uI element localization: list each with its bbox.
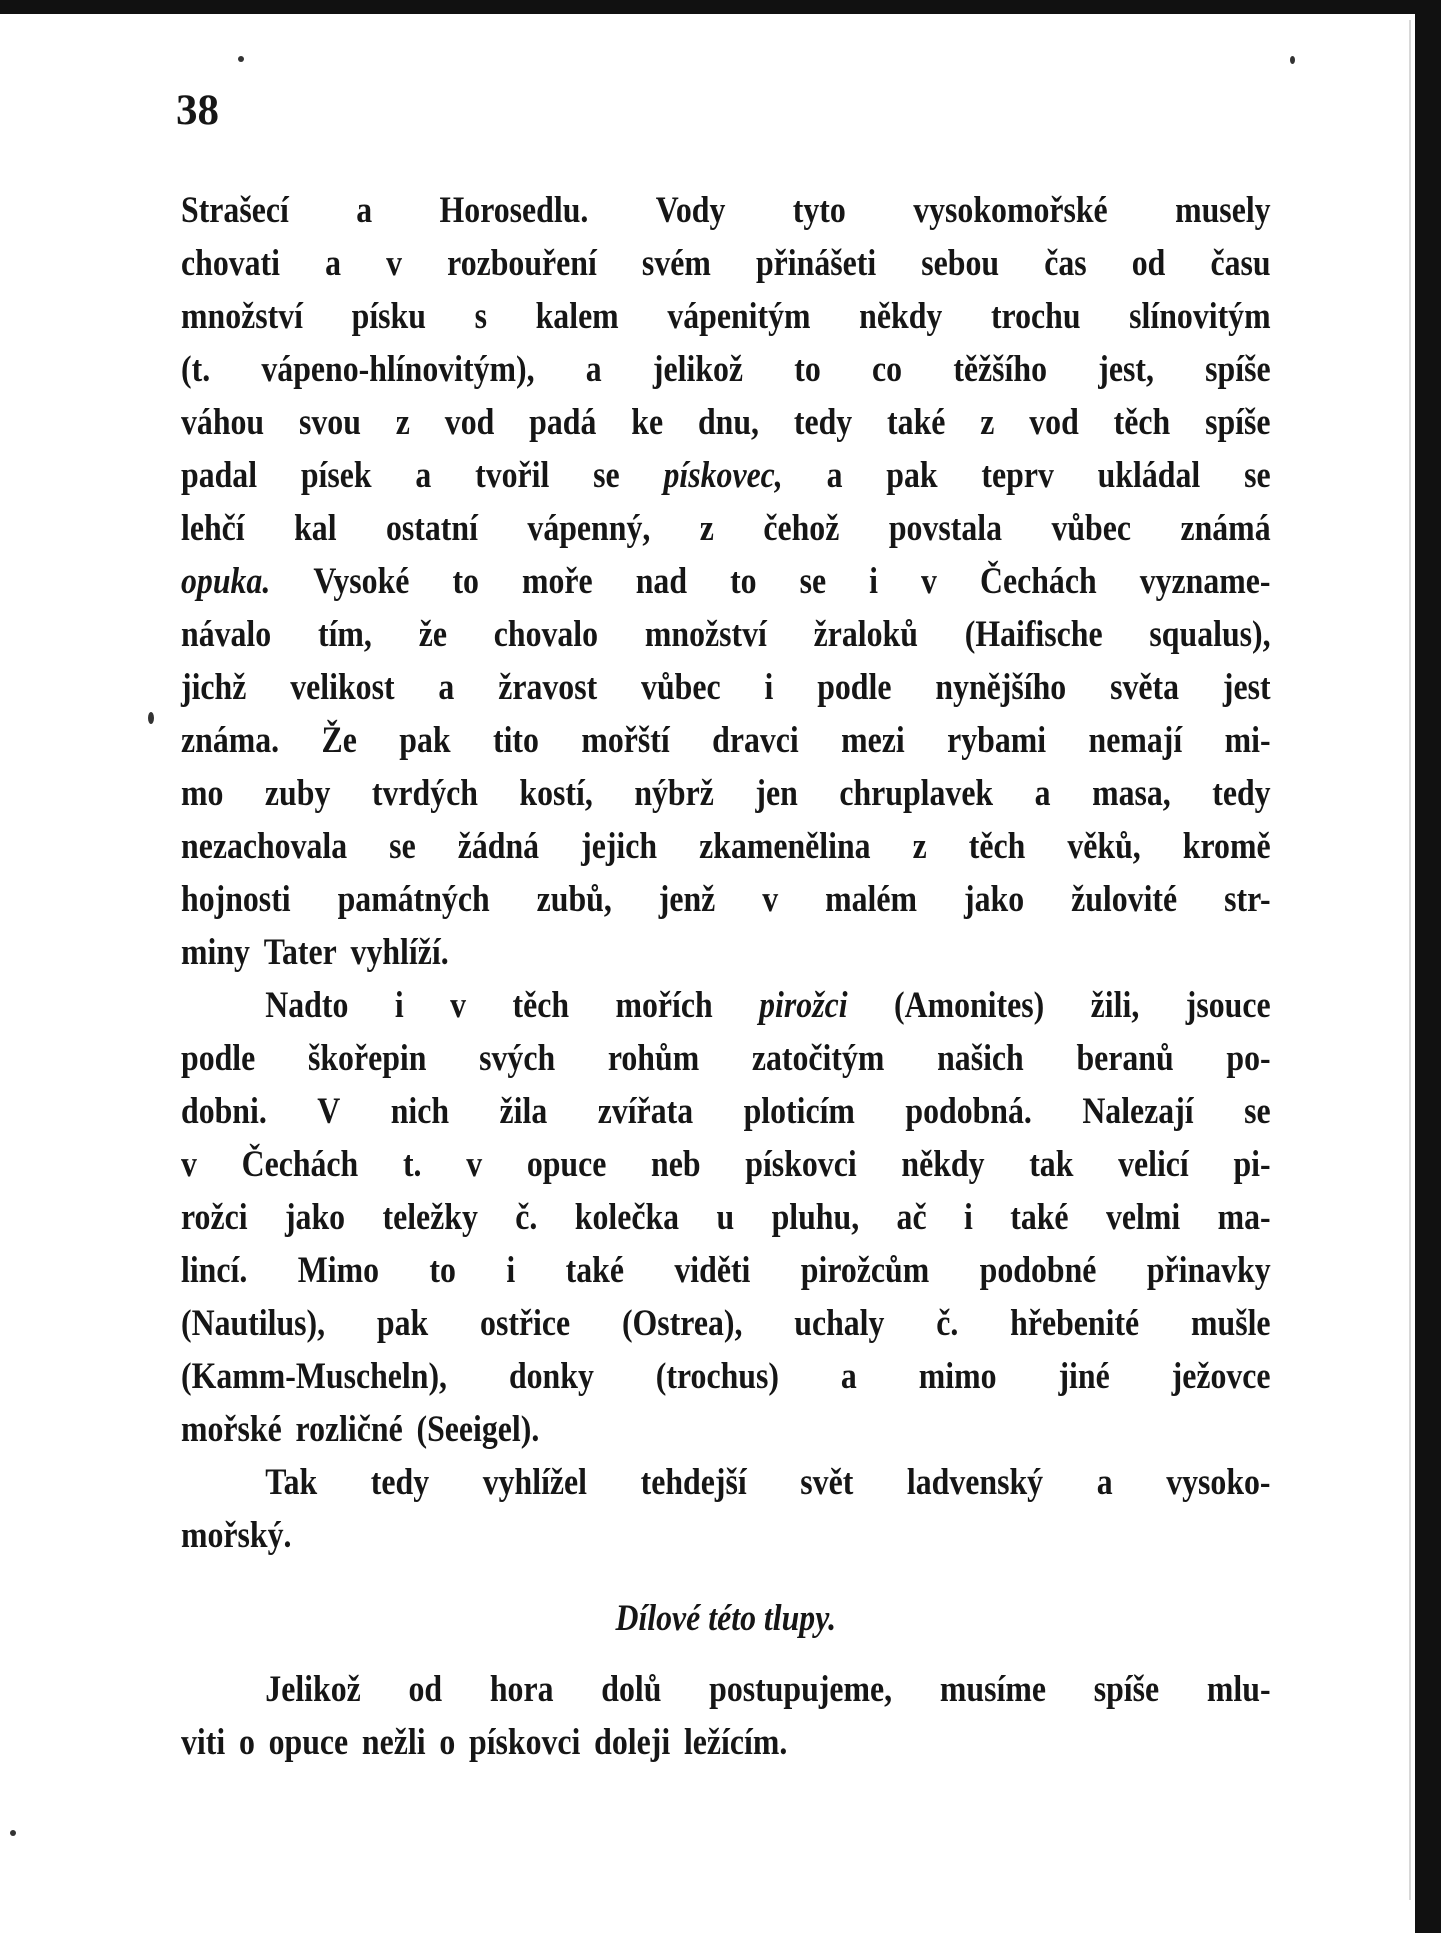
text-line: hojnosti památných zubů, jenž v malém jako žulovité str- xyxy=(181,879,1271,920)
scan-speck xyxy=(148,712,154,724)
scan-speck xyxy=(238,56,244,62)
text-line: lincí. Mimo to i také viděti pirožcům podobné přinavky xyxy=(181,1250,1271,1291)
text-line: miny Tater vyhlíží. xyxy=(181,932,449,973)
text-line: množství písku s kalem vápenitým někdy trochu slínovitým xyxy=(181,296,1271,337)
text-line: viti o opuce nežli o pískovci doleji ležícím. xyxy=(181,1722,788,1763)
text-line: Strašecí a Horosedlu. Vody tyto vysokomořské musely xyxy=(181,190,1271,231)
text-line: opuka. Vysoké to moře nad to se i v Čechách vyzname- xyxy=(181,561,1271,602)
text-line: mořské rozličné (Seeigel). xyxy=(181,1409,540,1450)
section-heading: Dílové této tlupy. xyxy=(615,1598,837,1639)
text-line: chovati a v rozbouření svém přinášeti sebou čas od času xyxy=(181,243,1271,284)
text-line: návalo tím, že chovalo množství žraloků (Haifische squalus), xyxy=(181,614,1271,655)
scan-speck xyxy=(1290,56,1295,64)
text-line: Tak tedy vyhlížel tehdejší svět ladvenský a vysoko- xyxy=(265,1462,1271,1503)
text-line: (Nautilus), pak ostřice (Ostrea), uchaly č. hřebenité mušle xyxy=(181,1303,1271,1344)
text-line: nezachovala se žádná jejich zkamenělina z těch věků, kromě xyxy=(181,826,1271,867)
page-number: 38 xyxy=(176,87,219,134)
text-line: (t. vápeno-hlínovitým), a jelikož to co těžšího jest, spíše xyxy=(181,349,1271,390)
text-line: známa. Že pak tito mořští dravci mezi rybami nemají mi- xyxy=(181,720,1271,761)
text-line: v Čechách t. v opuce neb pískovci někdy tak velicí pi- xyxy=(181,1144,1271,1185)
body-text xyxy=(181,184,1271,1769)
text-line: mo zuby tvrdých kostí, nýbrž jen chruplavek a masa, tedy xyxy=(181,773,1271,814)
text-line: jichž velikost a žravost vůbec i podle nynějšího světa jest xyxy=(181,667,1271,708)
text-line: (Kamm-Muscheln), donky (trochus) a mimo jiné ježovce xyxy=(181,1356,1271,1397)
text-line: padal písek a tvořil se pískovec, a pak teprv ukládal se xyxy=(181,455,1271,496)
text-line: lehčí kal ostatní vápenný, z čehož povstala vůbec známá xyxy=(181,508,1271,549)
scan-speck xyxy=(10,1830,16,1836)
text-line: rožci jako teležky č. kolečka u pluhu, ač i také velmi ma- xyxy=(181,1197,1271,1238)
text-line: váhou svou z vod padá ke dnu, tedy také z vod těch spíše xyxy=(181,402,1271,443)
text-line: Jelikož od hora dolů postupujeme, musíme spíše mlu- xyxy=(265,1669,1271,1710)
page-edge-line xyxy=(1409,20,1411,1900)
text-line: Nadto i v těch mořích pirožci (Amonites) žili, jsouce xyxy=(265,985,1271,1026)
text-line: mořský. xyxy=(181,1515,292,1556)
scan-border-top xyxy=(0,0,1441,14)
text-line: dobni. V nich žila zvířata ploticím podobná. Nalezají se xyxy=(181,1091,1271,1132)
scan-border-right xyxy=(1415,0,1441,1933)
text-line: podle škořepin svých rohům zatočitým našich beranů po- xyxy=(181,1038,1271,1079)
